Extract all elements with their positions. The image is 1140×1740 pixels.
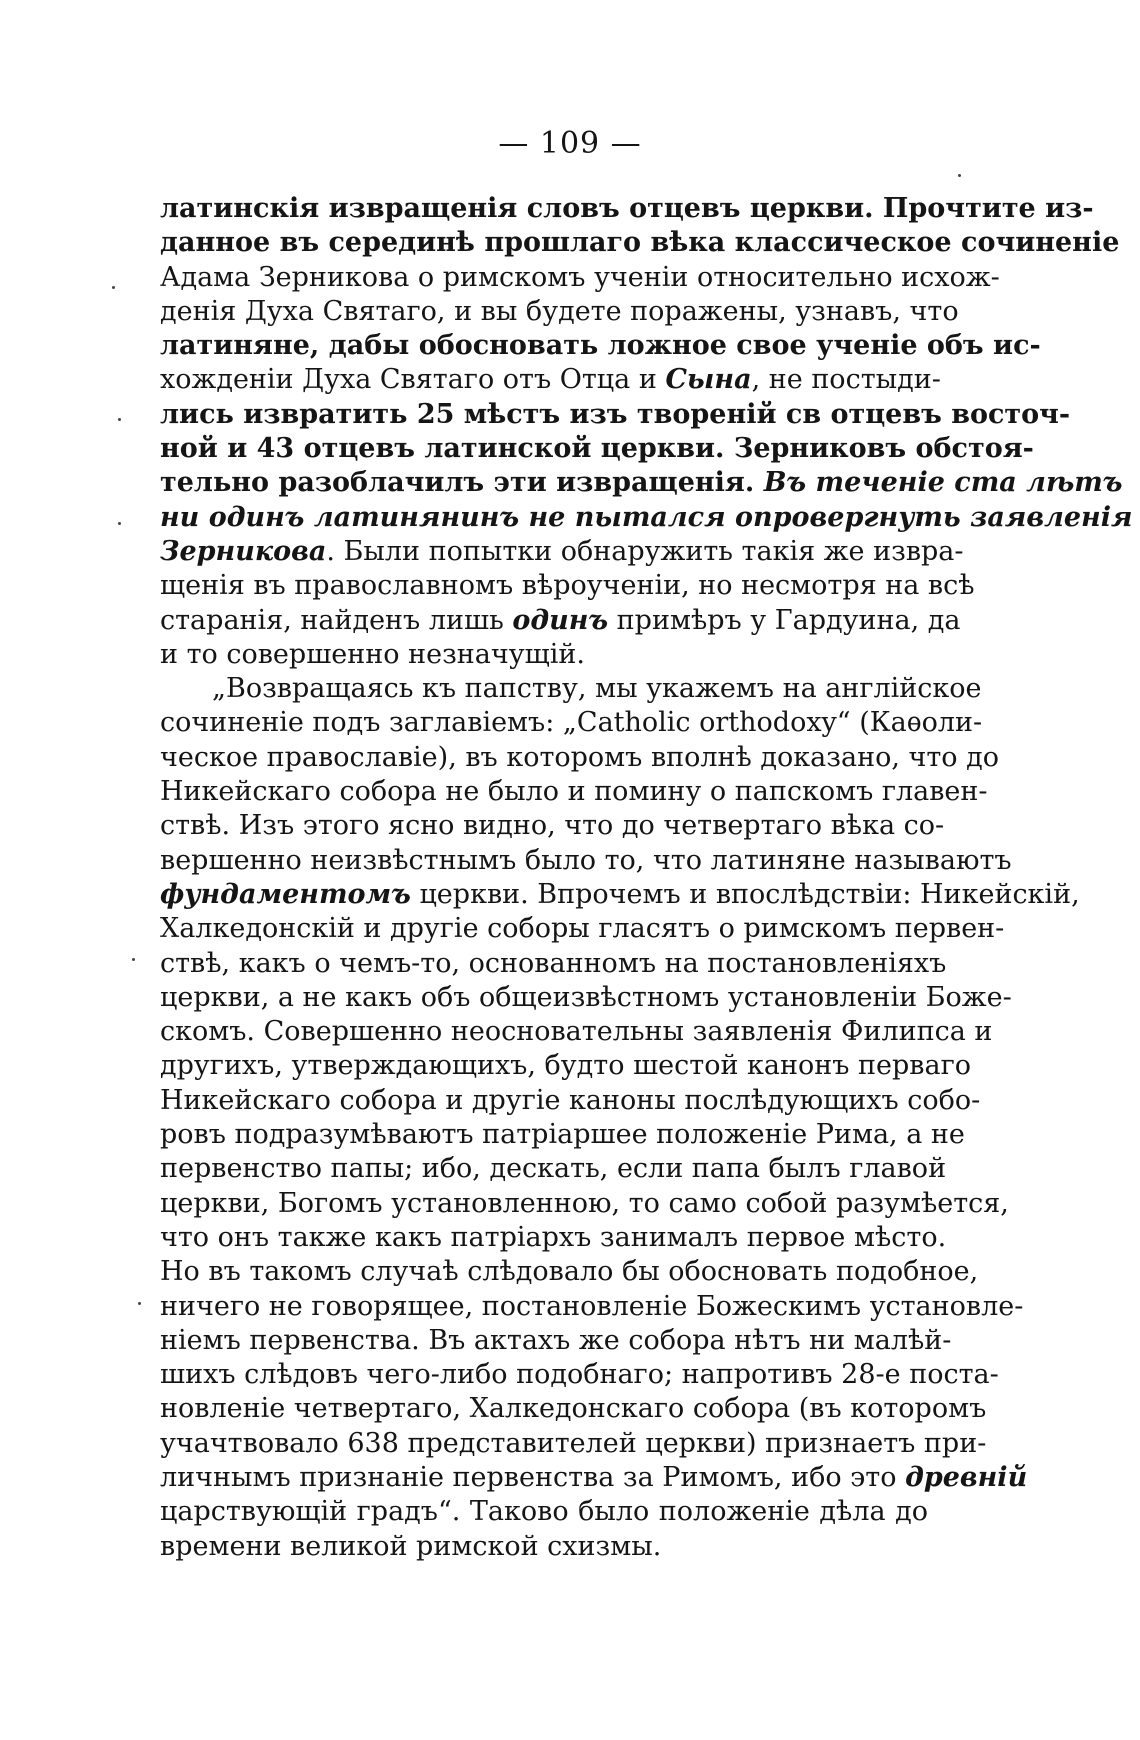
line-text: примѣръ у Гардуина, да: [608, 604, 961, 636]
line-text: царствующій градъ“. Таково было положеніе дѣла до: [160, 1496, 928, 1528]
line-text: „Возвращаясь къ папству, мы укажемъ на англійское: [212, 673, 982, 705]
text-line: [160, 1187, 1009, 1221]
text-line: [160, 1049, 971, 1083]
line-text: лись извратить 25 мѣстъ изъ твореній св отцевъ восточ-: [160, 398, 1071, 430]
line-text: церкви, Богомъ установленною, то само собой разумѣется,: [160, 1187, 1009, 1219]
italic-text: фундаментомъ: [160, 878, 411, 910]
line-text: ровъ подразумѣваютъ патріаршее положеніе Рима, а не: [160, 1119, 965, 1151]
text-line: [160, 226, 1120, 260]
line-text: латинскія извращенія словъ отцевъ церкви. Прочтите из-: [160, 193, 1094, 224]
text-line: [160, 741, 1000, 775]
line-text: ніемъ первенства. Въ актахъ же собора нѣтъ ни малѣй-: [160, 1324, 952, 1356]
line-text: Никейскаго собора не было и помину о папскомъ главен-: [160, 776, 988, 808]
line-text: латиняне, дабы обосновать ложное свое ученіе объ ис-: [160, 330, 1041, 362]
italic-text: древній: [905, 1461, 1028, 1493]
line-text: старанія, найденъ лишь: [160, 604, 513, 636]
italic-text: ни одинъ латинянинъ не пытался опровергнуть заявленія: [160, 501, 1133, 533]
line-text: хожденіи Духа Святаго отъ Отца и: [160, 364, 666, 396]
text-line: [160, 1084, 981, 1118]
line-text: времени великой римской схизмы.: [160, 1530, 662, 1562]
line-text: церкви, а не какъ объ общеизвѣстномъ установленіи Боже-: [160, 981, 1012, 1013]
italic-text: Сына: [665, 364, 752, 396]
line-text: ной и 43 отцевъ латинской церкви. Зерниковъ обстоя-: [160, 433, 1034, 465]
line-text: учачтвовало 638 представителей церкви) признаетъ при-: [160, 1427, 987, 1459]
line-text: денія Духа Святаго, и вы будете поражены, узнавъ, что: [160, 295, 959, 327]
text-line: [160, 1530, 928, 1564]
line-text: Никейскаго собора и другіе каноны послѣдующихъ собо-: [160, 1084, 981, 1116]
text-line: [160, 912, 1005, 946]
line-text: ствѣ. Изъ этого ясно видно, что до четвертаго вѣка со-: [160, 810, 945, 842]
text-line: [160, 501, 1133, 535]
line-text: ствѣ, какъ о чемъ-то, основанномъ на постановленіяхъ: [160, 947, 947, 979]
text-line: [160, 261, 1000, 295]
text-line: [160, 1015, 993, 1049]
text-line: [160, 706, 983, 740]
text-line: [160, 1255, 979, 1289]
line-text: другихъ, утверждающихъ, будто шестой канонъ перваго: [160, 1050, 971, 1082]
text-line: [160, 432, 1034, 466]
scan-speck: [958, 174, 961, 177]
text-line: [160, 1324, 952, 1358]
text-line: [160, 809, 945, 843]
scan-speck: [112, 286, 115, 289]
line-text: сочиненіе подъ заглавіемъ: „Catholic orthodoxy“ (Каѳоли-: [160, 707, 983, 739]
text-line: [160, 569, 975, 603]
text-line: [160, 295, 959, 329]
text-line: [160, 1118, 965, 1152]
text-line: [160, 535, 964, 569]
line-text: вершенно неизвѣстнымъ было то, что латиняне называютъ: [160, 844, 1012, 876]
text-line: [160, 1495, 928, 1529]
line-text: Но въ такомъ случаѣ слѣдовало бы обосновать подобное,: [160, 1256, 979, 1288]
text-line: [160, 1290, 1024, 1324]
line-text: Адама Зерникова о римскомъ ученіи относительно исхож-: [160, 261, 1000, 293]
scan-speck: [118, 418, 121, 421]
line-text: тельно разоблачилъ эти извращенія.: [160, 467, 764, 499]
text-line: [160, 398, 1071, 432]
italic-text: Въ теченіе ста лѣтъ: [763, 467, 1123, 499]
text-line: [160, 192, 1094, 226]
text-line: [160, 1392, 987, 1426]
text-line: [160, 672, 982, 706]
line-text: личнымъ признаніе первенства за Римомъ, ибо это: [160, 1461, 906, 1493]
scan-speck: [118, 522, 121, 525]
text-line: [160, 1461, 1028, 1495]
text-line: [160, 947, 947, 981]
line-text: Халкедонскій и другіе соборы гласятъ о римскомъ первен-: [160, 913, 1005, 945]
page-number: — 109 —: [498, 126, 642, 161]
text-line: [160, 878, 1080, 912]
line-text: скомъ. Совершенно неосновательны заявленія Филипса и: [160, 1016, 993, 1048]
line-text: , не постыди-: [751, 364, 941, 396]
text-line: [160, 1221, 947, 1255]
line-text: первенство папы; ибо, дескать, если папа былъ главой: [160, 1153, 947, 1185]
text-line: [160, 604, 961, 638]
text-line: [160, 775, 988, 809]
line-text: ческое православіе), въ которомъ вполнѣ доказано, что до: [160, 741, 1000, 773]
line-text: щенія въ православномъ вѣроученіи, но несмотря на всѣ: [160, 570, 975, 602]
line-text: что онъ также какъ патріархъ занималъ первое мѣсто.: [160, 1221, 947, 1253]
body-text: [160, 192, 1133, 1564]
line-text: новленіе четвертаго, Халкедонскаго собора (въ которомъ: [160, 1393, 987, 1425]
text-line: [160, 638, 928, 672]
text-line: [160, 466, 1123, 500]
scan-speck: [138, 1302, 141, 1305]
line-text: . Были попытки обнаружить такія же извра-: [326, 535, 964, 567]
line-text: шихъ слѣдовъ чего-либо подобнаго; напротивъ 28-е поста-: [160, 1359, 999, 1391]
line-text: данное въ серединѣ прошлаго вѣка классическое сочиненіе: [160, 227, 1120, 259]
text-line: [160, 844, 1012, 878]
line-text: церкви. Впрочемъ и впослѣдствіи: Никейскій,: [410, 878, 1080, 910]
text-line: [160, 1358, 999, 1392]
text-line: [160, 981, 1012, 1015]
text-line: [160, 329, 1041, 363]
scan-speck: [132, 958, 135, 961]
text-line: [160, 1427, 987, 1461]
text-line: [160, 1152, 947, 1186]
line-text: и то совершенно незначущій.: [160, 638, 585, 670]
italic-text: Зерникова: [160, 535, 327, 567]
italic-text: одинъ: [512, 604, 609, 636]
line-text: ничего не говорящее, постановленіе Божескимъ установле-: [160, 1290, 1024, 1322]
text-line: [160, 363, 941, 397]
